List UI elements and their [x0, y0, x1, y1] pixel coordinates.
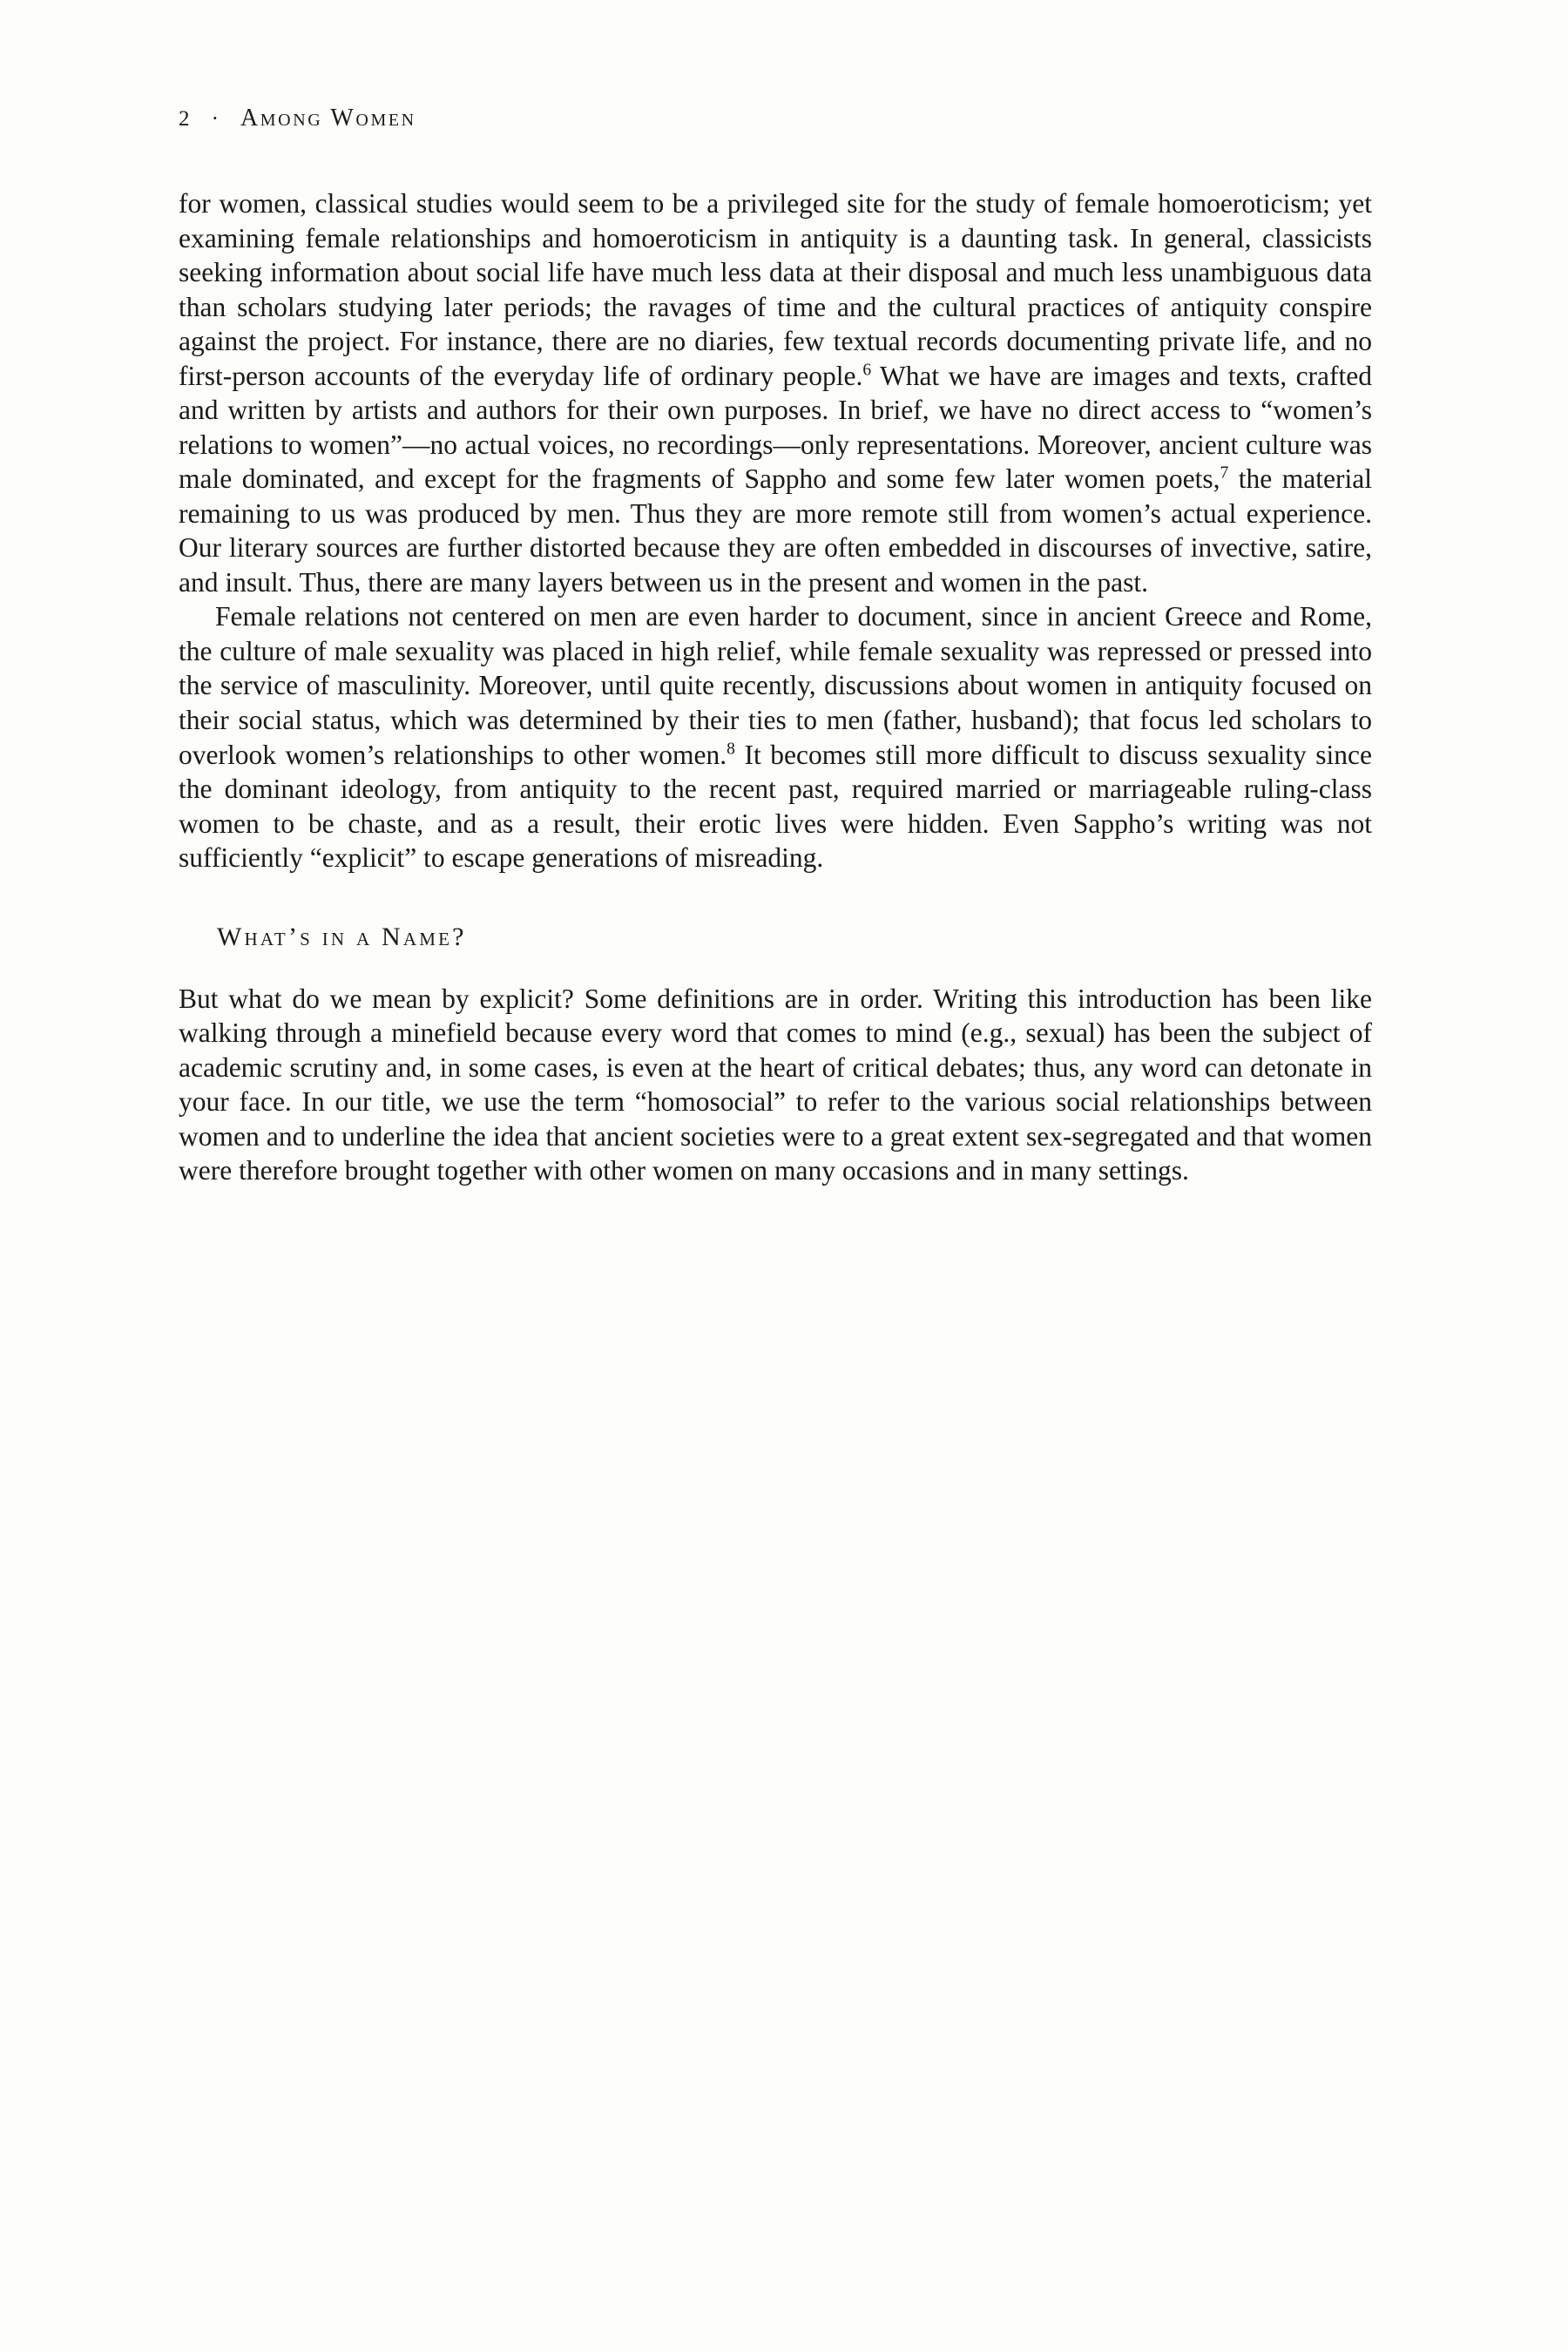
footnote-ref-8: 8 — [727, 740, 735, 758]
running-head — [179, 105, 1372, 132]
running-head-title: Among Women — [240, 105, 416, 132]
page-folio: 2 — [179, 107, 192, 131]
body-paragraph-2 — [179, 599, 1372, 875]
paragraph-1-text-b: What we have are images and texts, crafted and written by artists and authors for their own purposes. In brief, we have no direct access to “women’s relations to women”—no actual voices, no recordings—only representations. Moreover, ancient culture was male dominated, and except for the fragments of Sappho and some few later women poets, — [179, 360, 1372, 495]
section-subheading: What’s in a Name? — [217, 922, 467, 951]
running-head-separator: · — [211, 107, 221, 131]
footnote-ref-6: 6 — [862, 361, 872, 380]
page-content — [179, 105, 1372, 1188]
body-paragraph-1 — [179, 186, 1372, 599]
paragraph-1-text-c: the material remaining to us was produced by men. Thus they are more remote still from women’s actual experience. Our literary sources are further distorted because they are often embedded in discourses of invective, satire, and insult. Thus, there are many layers between us in the present and women in the past. — [179, 463, 1372, 598]
paragraph-2-text-a: Female relations not centered on men are even harder to document, since in ancient Greece and Rome, the culture of male sexuality was placed in high relief, while female sexuality was repressed or pressed into the service of masculinity. Moreover, until quite recently, discussions about women in antiquity focused on their social status, which was determined by their ties to men (father, husband); that focus led scholars to overlook women’s relationships to other women. — [179, 601, 1372, 770]
body-paragraph-3: But what do we mean by explicit? Some definitions are in order. Writing this introduction has been like walking through a minefield because every word that comes to mind (e.g., sexual) has been the subject of academic scrutiny and, in some cases, is even at the heart of critical debates; thus, any word can detonate in your face. In our title, we use the term “homosocial” to refer to the various social relationships between women and to underline the idea that ancient societies were to a great extent sex-segregated and that women were therefore brought together with other women on many occasions and in many settings. — [179, 983, 1372, 1186]
paragraph-1-text-a: for women, classical studies would seem to be a privileged site for the study of female homoeroticism; yet examining female relationships and homoeroticism in antiquity is a daunting task. In general, classicists seeking information about social life have much less data at their disposal and much less unambiguous data than scholars studying later periods; the ravages of time and the cultural practices of antiquity conspire against the project. For instance, there are no diaries, few textual records documenting private life, and no first-person accounts of the everyday life of ordinary people. — [179, 188, 1372, 391]
paragraph-2-text-b: It becomes still more difficult to discuss sexuality since the dominant ideology, from antiquity to the recent past, required married or marriageable ruling-class women to be chaste, and as a result, their erotic lives were hidden. Even Sappho’s writing was not sufficiently “explicit” to escape generations of misreading. — [179, 739, 1372, 874]
footnote-ref-7: 7 — [1220, 463, 1229, 483]
